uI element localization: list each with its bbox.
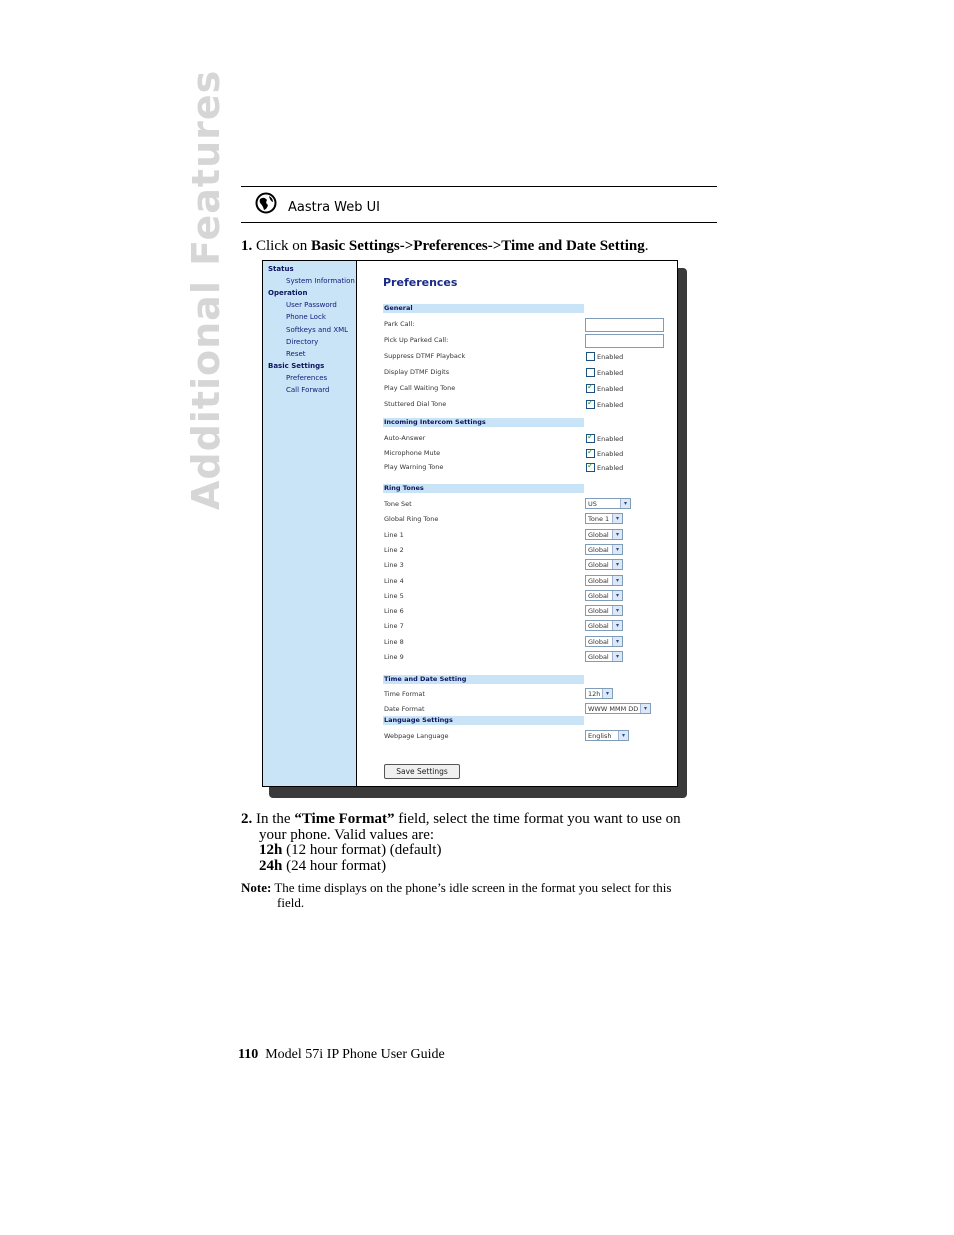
dropdown-value: Global xyxy=(588,561,609,570)
field-label: Line 5 xyxy=(384,591,404,600)
dropdown-value: Global xyxy=(588,607,609,616)
field-label: Stuttered Dial Tone xyxy=(384,400,447,408)
field-label: Date Format xyxy=(384,705,425,713)
nav-section-heading: Status xyxy=(268,265,294,273)
field-label: Line 4 xyxy=(384,576,404,585)
chevron-down-icon: ▾ xyxy=(612,560,622,569)
field-label: Pick Up Parked Call: xyxy=(384,336,449,344)
nav-section-heading: Basic Settings xyxy=(268,361,325,370)
dropdown-select[interactable] xyxy=(585,498,631,509)
dropdown-value: Global xyxy=(588,637,609,646)
step-2-line-2: your phone. Valid values are: xyxy=(259,827,435,843)
dropdown-value: Global xyxy=(588,622,609,631)
chevron-down-icon: ▾ xyxy=(602,689,612,698)
nav-link[interactable]: Phone Lock xyxy=(286,313,326,322)
dropdown-value: Global xyxy=(588,530,609,539)
step-2-post: field, select the time format you want to use on xyxy=(398,811,681,827)
dropdown-value: Global xyxy=(588,653,609,661)
checkbox-label: Enabled xyxy=(597,449,624,458)
dropdown-select[interactable] xyxy=(585,605,623,616)
step-2 xyxy=(241,811,681,827)
section-header: Time and Date Setting xyxy=(383,675,584,684)
field-label: Global Ring Tone xyxy=(384,515,439,524)
dropdown-select[interactable] xyxy=(585,703,651,714)
field-label: Play Warning Tone xyxy=(384,463,444,471)
chevron-down-icon: ▾ xyxy=(612,514,622,523)
enable-checkbox[interactable] xyxy=(586,434,595,443)
nav-link[interactable]: User Password xyxy=(286,301,337,310)
checkbox-label: Enabled xyxy=(597,369,624,377)
note-label: Note: xyxy=(241,880,272,895)
checkmark-icon: ✓ xyxy=(587,398,594,407)
checkbox-label: Enabled xyxy=(597,435,624,443)
chevron-down-icon: ▾ xyxy=(618,731,628,740)
step-1-pre: Click on xyxy=(256,238,308,254)
chevron-down-icon: ▾ xyxy=(612,530,622,539)
field-label: Line 7 xyxy=(384,622,404,631)
dropdown-select[interactable] xyxy=(585,513,623,524)
field-label: Park Call: xyxy=(384,320,415,328)
header-rule-top xyxy=(241,186,717,187)
checkbox-label: Enabled xyxy=(597,464,624,472)
chevron-down-icon: ▾ xyxy=(612,545,622,554)
field-label: Line 9 xyxy=(384,653,404,661)
dropdown-value: 12h xyxy=(588,690,601,698)
enable-checkbox[interactable] xyxy=(586,352,595,361)
side-section-title: Additional Features xyxy=(184,69,228,510)
chevron-down-icon: ▾ xyxy=(612,652,622,661)
step-1-post: . xyxy=(644,238,649,254)
chevron-down-icon: ▾ xyxy=(612,637,622,646)
dropdown-select[interactable] xyxy=(585,730,629,741)
section-header: General xyxy=(383,304,584,313)
field-label: Line 6 xyxy=(384,607,404,616)
checkmark-icon: ✓ xyxy=(587,461,594,470)
value-12h xyxy=(259,842,441,858)
page-number: 110 xyxy=(238,1047,259,1062)
field-label: Line 2 xyxy=(384,545,404,554)
nav-link[interactable]: Preferences xyxy=(286,373,328,382)
checkmark-icon: ✓ xyxy=(587,432,594,441)
footer-title: IP Phone User Guide xyxy=(326,1047,445,1062)
checkmark-icon: ✓ xyxy=(587,446,594,456)
nav-link[interactable]: Call Forward xyxy=(286,386,330,394)
nav-link[interactable]: Softkeys and XML xyxy=(286,325,349,334)
field-label: Suppress DTMF Playback xyxy=(384,352,466,360)
chevron-down-icon: ▾ xyxy=(640,704,650,713)
enable-checkbox[interactable] xyxy=(586,368,595,377)
step-2-field: “Time Format” xyxy=(294,811,395,827)
value-24h xyxy=(259,858,386,874)
header-rule-bottom xyxy=(241,222,717,223)
checkbox-label: Enabled xyxy=(597,401,624,409)
dropdown-select[interactable] xyxy=(585,590,623,601)
dropdown-value: WWW MMM DD xyxy=(588,705,639,713)
nav-section-heading: Operation xyxy=(268,289,308,298)
value-key: 12h xyxy=(259,842,283,858)
field-label: Microphone Mute xyxy=(384,448,441,457)
text-input[interactable] xyxy=(585,318,664,332)
value-desc: (24 hour format) xyxy=(286,858,387,874)
step-1-number: 1. xyxy=(241,238,253,254)
dropdown-select[interactable] xyxy=(585,688,613,699)
step-2-number: 2. xyxy=(241,811,253,827)
section-header: Language Settings xyxy=(383,716,584,725)
chevron-down-icon: ▾ xyxy=(612,606,622,615)
value-desc: (12 hour format) (default) xyxy=(286,842,442,858)
dropdown-value: Global xyxy=(588,576,609,585)
field-label: Tone Set xyxy=(384,500,412,508)
dropdown-select[interactable] xyxy=(585,651,623,662)
field-label: Line 8 xyxy=(384,637,404,646)
note xyxy=(241,880,671,895)
dropdown-select[interactable] xyxy=(585,575,623,586)
enable-checkbox[interactable] xyxy=(586,463,595,472)
field-label: Play Call Waiting Tone xyxy=(384,384,456,392)
enable-checkbox[interactable] xyxy=(586,384,595,393)
aastra-web-ui-label: Aastra Web UI xyxy=(288,200,380,215)
checkbox-label: Enabled xyxy=(597,385,624,393)
chevron-down-icon: ▾ xyxy=(612,591,622,600)
text-input[interactable] xyxy=(585,334,664,348)
field-label: Line 1 xyxy=(384,530,404,539)
section-header: Ring Tones xyxy=(383,484,584,493)
page-footer xyxy=(238,1047,445,1063)
chevron-down-icon: ▾ xyxy=(612,576,622,585)
dropdown-value: Global xyxy=(588,591,609,600)
preferences-panel xyxy=(357,261,677,786)
checkbox-label: Enabled xyxy=(597,353,624,361)
nav-link[interactable]: Directory xyxy=(286,337,319,346)
dropdown-value: Global xyxy=(588,545,609,554)
dropdown-select[interactable] xyxy=(585,559,623,570)
field-label: Time Format xyxy=(384,690,425,698)
dropdown-select[interactable] xyxy=(585,636,623,647)
enable-checkbox[interactable] xyxy=(586,400,595,409)
step-1-path: Basic Settings->Preferences->Time and Date Setting xyxy=(311,238,645,254)
field-label: Display DTMF Digits xyxy=(384,368,450,376)
dropdown-select[interactable] xyxy=(585,620,623,631)
dropdown-value: US xyxy=(588,500,597,508)
save-settings-button[interactable]: Save Settings xyxy=(384,764,460,779)
checkmark-icon: ✓ xyxy=(587,382,594,391)
dropdown-value: English xyxy=(588,732,612,740)
value-key: 24h xyxy=(259,858,283,874)
step-2-pre: In the xyxy=(256,811,291,827)
step-1 xyxy=(241,238,648,254)
section-header: Incoming Intercom Settings xyxy=(383,418,584,427)
dropdown-select[interactable] xyxy=(585,544,623,555)
dropdown-value: Tone 1 xyxy=(588,515,610,524)
nav-link[interactable]: System Information xyxy=(286,277,355,286)
note-continuation: field. xyxy=(277,895,305,910)
chevron-down-icon: ▾ xyxy=(620,499,630,508)
dropdown-select[interactable] xyxy=(585,529,623,540)
note-text: The time displays on the phone’s idle screen in the format you select for this xyxy=(274,880,672,895)
field-label: Auto-Answer xyxy=(384,434,426,442)
enable-checkbox[interactable] xyxy=(586,446,595,458)
globe-icon xyxy=(255,192,277,214)
field-label: Line 3 xyxy=(384,561,404,570)
footer-model: Model 57i xyxy=(265,1047,324,1062)
web-ui-screenshot xyxy=(262,260,678,787)
chevron-down-icon: ▾ xyxy=(612,621,622,630)
sidebar-nav xyxy=(263,261,357,786)
field-label: Webpage Language xyxy=(384,732,449,740)
nav-link[interactable]: Reset xyxy=(286,349,306,358)
page-title: Preferences xyxy=(383,276,458,289)
